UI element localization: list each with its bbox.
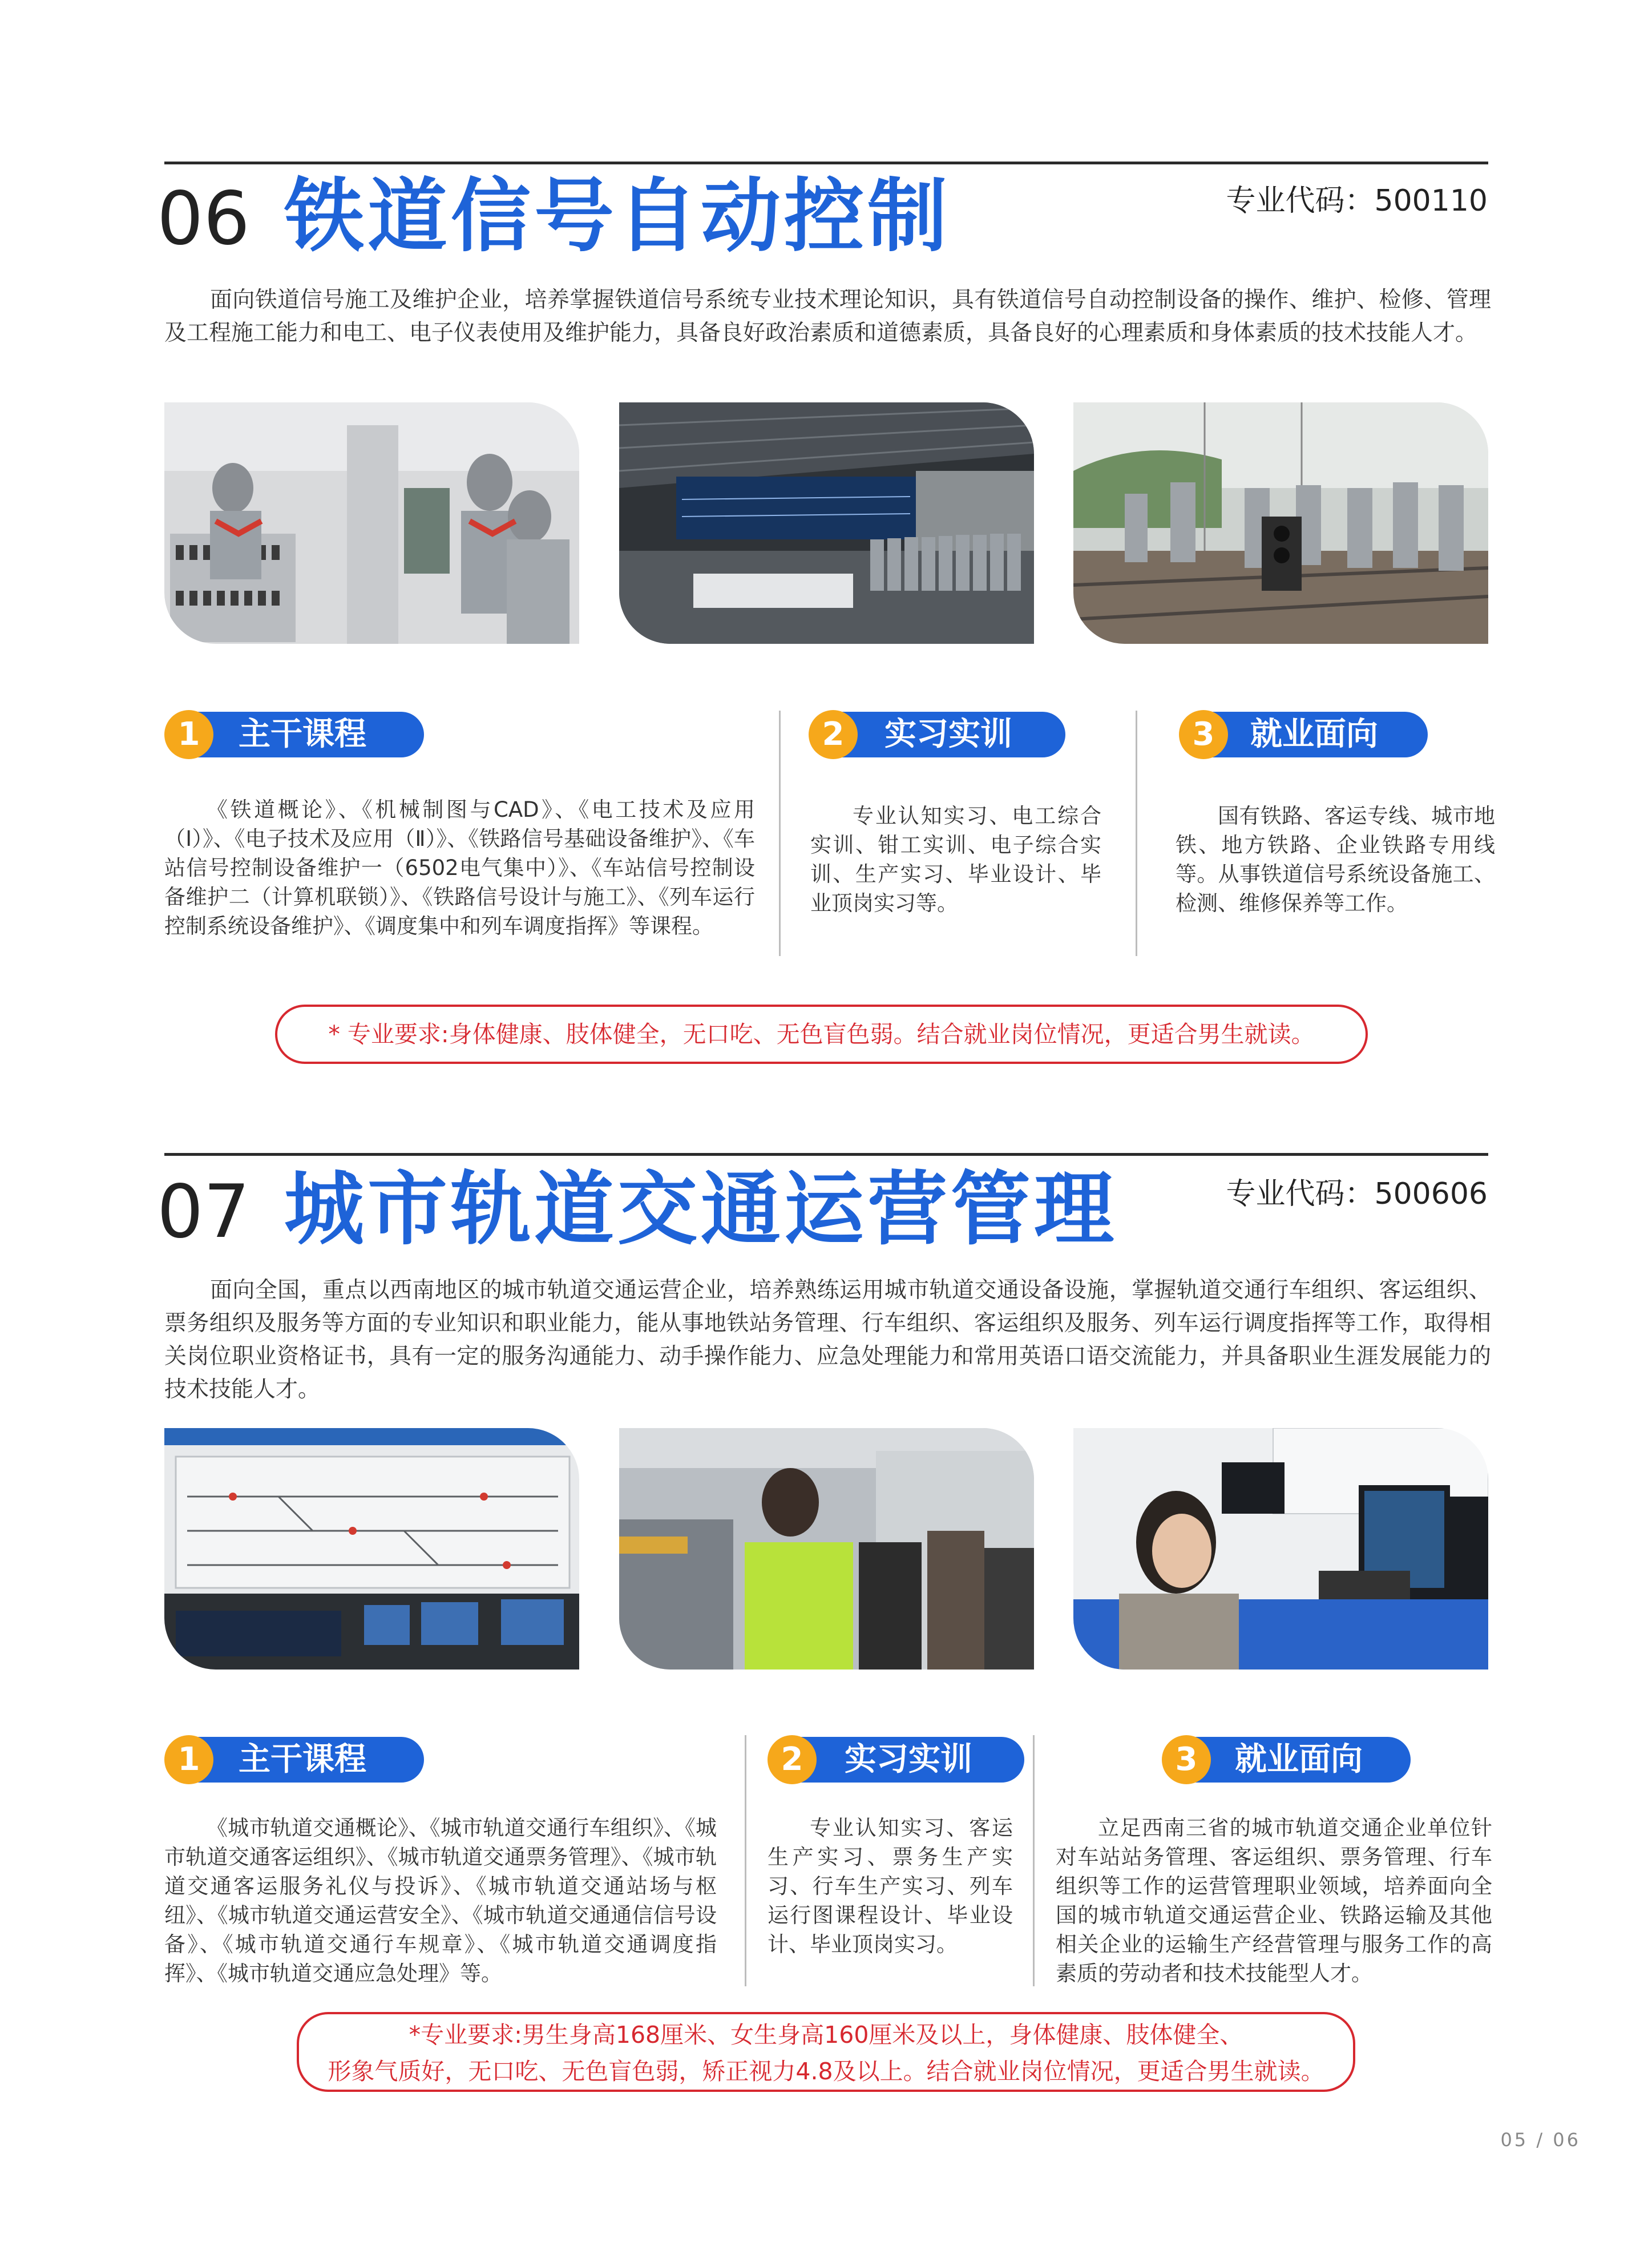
badge-label: 主干课程: [239, 716, 366, 753]
badge-number: 2: [768, 1735, 817, 1784]
employment-text: 立足西南三省的城市轨道交通企业单位针对车站站务管理、客运组织、票务管理、行车组织等工作的运营管理职业领域，培养面向全国的城市轨道交通运营企业、铁路运输及其他相关企业的运输生产经营管理与服务工作的高素质的劳动者和技术技能型人才。: [1056, 1816, 1492, 1986]
photo-dispatch-operator: [1073, 1428, 1488, 1670]
requirement-star: *: [409, 2021, 421, 2049]
badge-number: 2: [809, 710, 858, 759]
badge-number: 1: [164, 710, 213, 759]
main-courses-text: 《铁道概论》、《机械制图与CAD》、《电工技术及应用（Ⅰ）》、《电子技术及应用（Ⅱ）》、《铁路信号基础设备维护》、《车站信号控制设备维护一（6502电气集中）》、《车站信号控制设备维护二（计算机联锁）》、《铁路信号设计与施工》、《列车运行控制系统设备维护》、《调度集中和列车调度指挥》等课程。: [164, 797, 755, 938]
badge-label: 就业面向: [1235, 1741, 1363, 1778]
section-intro: 面向铁道信号施工及维护企业，培养掌握铁道信号系统专业技术理论知识，具有铁道信号自动控制设备的操作、维护、检修、管理及工程施工能力和电工、电子仪表使用及维护能力，具备良好政治素质和道德素质，具备良好的心理素质和身体素质的技术技能人才。: [164, 287, 1491, 346]
requirement-text: 专业要求:身体健康、肢体健全，无口吃、无色盲色弱。结合就业岗位情况，更适合男生就读。: [347, 1021, 1315, 1048]
section-number: 06: [157, 176, 250, 261]
badge-main-courses: [164, 1735, 424, 1784]
page-number: 05 / 06: [1500, 2129, 1581, 2151]
badge-label: 实习实训: [884, 716, 1012, 753]
section-title: 铁道信号自动控制: [284, 170, 951, 263]
section-number: 07: [157, 1170, 250, 1255]
main-courses-text: 《城市轨道交通概论》、《城市轨道交通行车组织》、《城市轨道交通客运组织》、《城市轨道交通票务管理》、《城市轨道交通客运服务礼仪与投诉》、《城市轨道交通站场与枢纽》、《城市轨道交通运营安全》、《城市轨道交通通信信号设备》、《城市轨道交通行车规章》、《城市轨道交通调度指挥》、《城市轨道交通应急处理》等。: [164, 1816, 717, 1986]
badge-number: 3: [1179, 710, 1228, 759]
badge-label: 实习实训: [845, 1741, 972, 1778]
requirement-text-line-1: 专业要求:男生身高168厘米、女生身高160厘米及以上，身体健康、肢体健全、: [421, 2021, 1243, 2049]
requirement-star: *: [328, 1021, 340, 1048]
section-title: 城市轨道交通运营管理: [284, 1163, 1118, 1256]
column-divider: [745, 1735, 746, 1986]
major-code: 专业代码：500606: [1226, 1177, 1488, 1211]
photo-station-signal-panel: [164, 1428, 579, 1670]
badge-label: 就业面向: [1250, 716, 1378, 753]
badge-number: 1: [164, 1735, 213, 1784]
requirement-line-1: [299, 2017, 1353, 2053]
badge-internship: [768, 1735, 1024, 1784]
photo-metro-station-service: [619, 1428, 1034, 1670]
internship-text: 专业认知实习、客运生产实习、票务生产实习、行车生产实习、列车运行图课程设计、毕业设计、毕业顶岗实习。: [768, 1816, 1013, 1957]
internship-text: 专业认知实习、电工综合实训、钳工实训、电子综合实训、生产实习、毕业设计、毕业顶岗实习等。: [810, 804, 1101, 916]
employment-text: 国有铁路、客运专线、城市地铁、地方铁路、企业铁路专用线等。从事铁道信号系统设备施工、检测、维修保养等工作。: [1176, 804, 1495, 916]
requirement-text-line-2: 形象气质好，无口吃、无色盲色弱，矫正视力4.8及以上。结合就业岗位情况，更适合男生就读。: [328, 2058, 1324, 2085]
requirement-box: [297, 2012, 1355, 2092]
badge-number: 3: [1162, 1735, 1211, 1784]
badge-employment: [1162, 1735, 1411, 1784]
section-divider: [164, 1153, 1488, 1156]
badge-label: 主干课程: [239, 1741, 366, 1778]
column-divider: [1033, 1735, 1035, 1986]
major-code: 专业代码：500110: [1226, 184, 1488, 218]
section-intro: 面向全国，重点以西南地区的城市轨道交通运营企业，培养熟练运用城市轨道交通设备设施，掌握轨道交通行车组织、客运组织、票务组织及服务等方面的专业知识和职业能力，能从事地铁站务管理、行车组织、客运组织及服务、列车运行调度指挥等工作，取得相关岗位职业资格证书，具有一定的服务沟通能力、动手操作能力、应急处理能力和常用英语口语交流能力，并具备职业生涯发展能力的技术技能人才。: [164, 1277, 1491, 1402]
